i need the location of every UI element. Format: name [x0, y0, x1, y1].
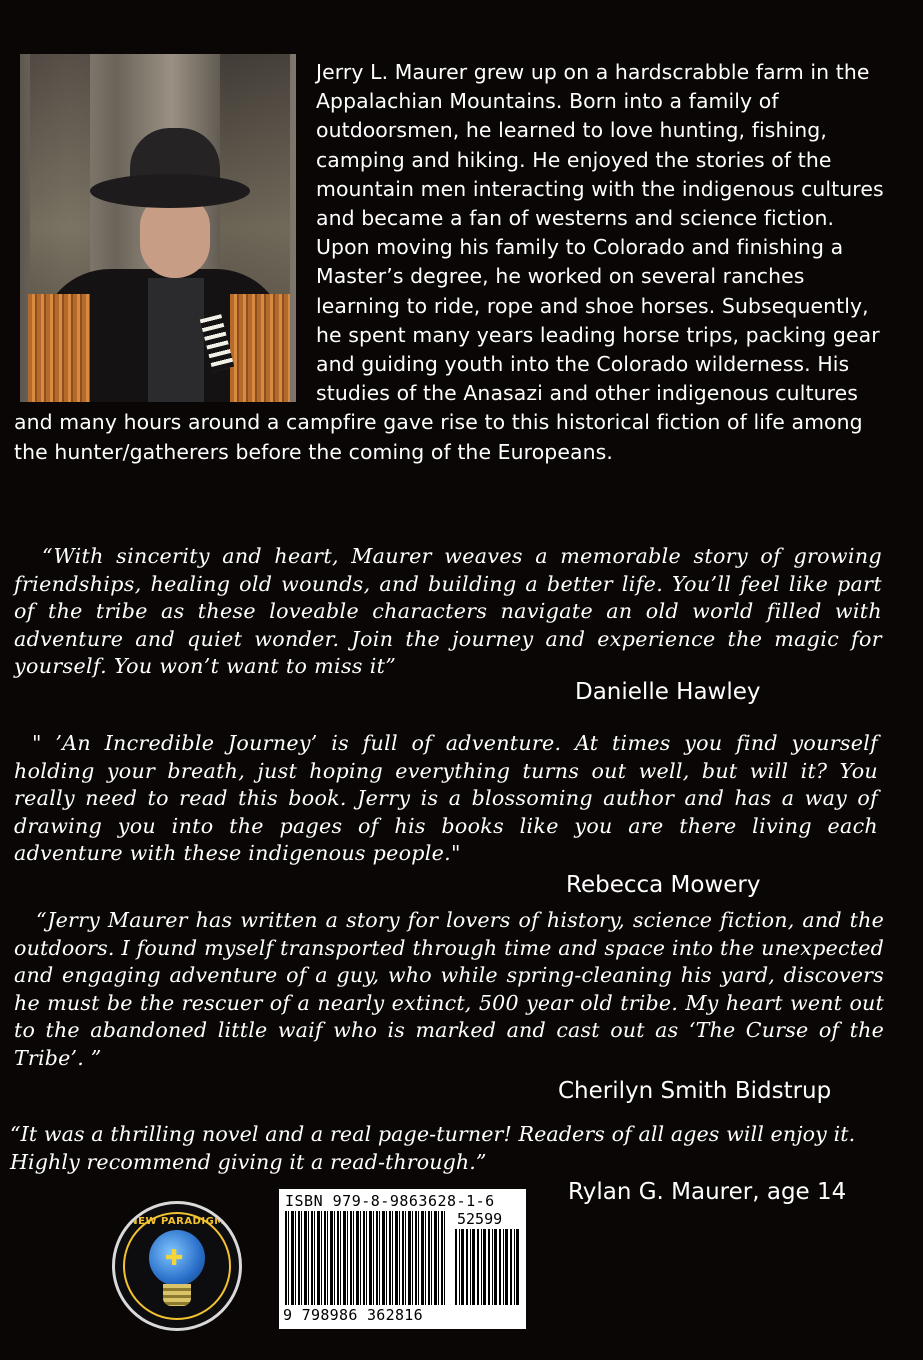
review-quote-4: “It was a thrilling novel and a real page-turner! Readers of all ages will enjoy it. Highly recommend giving it a read-through.”: [10, 1122, 856, 1174]
isbn-barcode: [279, 1189, 526, 1329]
publisher-name: NEW PARADIGM: [129, 1216, 225, 1227]
bio-text: Jerry L. Maurer grew up on a hardscrabble farm in the Appalachian Mountains. Born into a family of outdoorsmen, he learned to love hunting, fishing, camping and hiking. He enjoyed the stories of the mountain men interacting with the indigenous cultures and became a fan of westerns and science fiction. Upon moving his family to Colorado and finishing a Master’s degree, he worked on several ranches learning to ride, rope and shoe horses. Subsequently, he spent many years leading horse trips, packing gear and guiding youth into the Colorado wilderness. His studies of the Anasazi and other indigenous cultures and many hours around a campfire gave rise to this historical fiction of life among the hunter/gatherers before the coming of the Europeans.: [14, 60, 884, 464]
puzzle-piece-icon: ✚: [165, 1246, 184, 1271]
barcode-bars: [285, 1211, 445, 1305]
price-code: 52599: [457, 1210, 503, 1228]
addon-barcode-bars: [455, 1229, 519, 1305]
author-photo: [20, 54, 296, 402]
publisher-logo: [112, 1201, 242, 1331]
review-author-1: Danielle Hawley: [575, 679, 761, 705]
ean-digits: 9 798986 362816: [283, 1306, 423, 1324]
author-bio: [14, 58, 894, 467]
review-author-3: Cherilyn Smith Bidstrup: [558, 1078, 832, 1104]
review-author-4: Rylan G. Maurer, age 14: [568, 1179, 847, 1205]
review-quote-3: “Jerry Maurer has written a story for lovers of history, science fiction, and the outdoors. I found myself transported through time and space into the unexpected and engaging adventure of a guy, who while spring-cleaning his yard, discovers he must be the rescuer of a nearly extinct, 500 year old tribe. My heart went out to the abandoned little waif who is marked and cast out as ‘The Curse of the Tribe’. ”: [14, 908, 884, 1070]
review-quote-1: “With sincerity and heart, Maurer weaves a memorable story of growing friendships, healing old wounds, and building a better life. You’ll feel like part of the tribe as these loveable characters navigate an old world filled with adventure and quiet wonder. Join the journey and experience the magic for yourself. You won’t want to miss it”: [14, 544, 882, 679]
review-quote-2: " ’An Incredible Journey’ is full of adventure. At times you find yourself holding your breath, just hoping everything turns out well, but will it? You really need to read this book. Jerry is a blossoming author and has a way of drawing you into the pages of his books like you are there living each adventure with these indigenous people.": [14, 731, 878, 866]
review-author-2: Rebecca Mowery: [566, 872, 761, 898]
isbn-label: ISBN 979-8-9863628-1-6: [285, 1192, 495, 1210]
